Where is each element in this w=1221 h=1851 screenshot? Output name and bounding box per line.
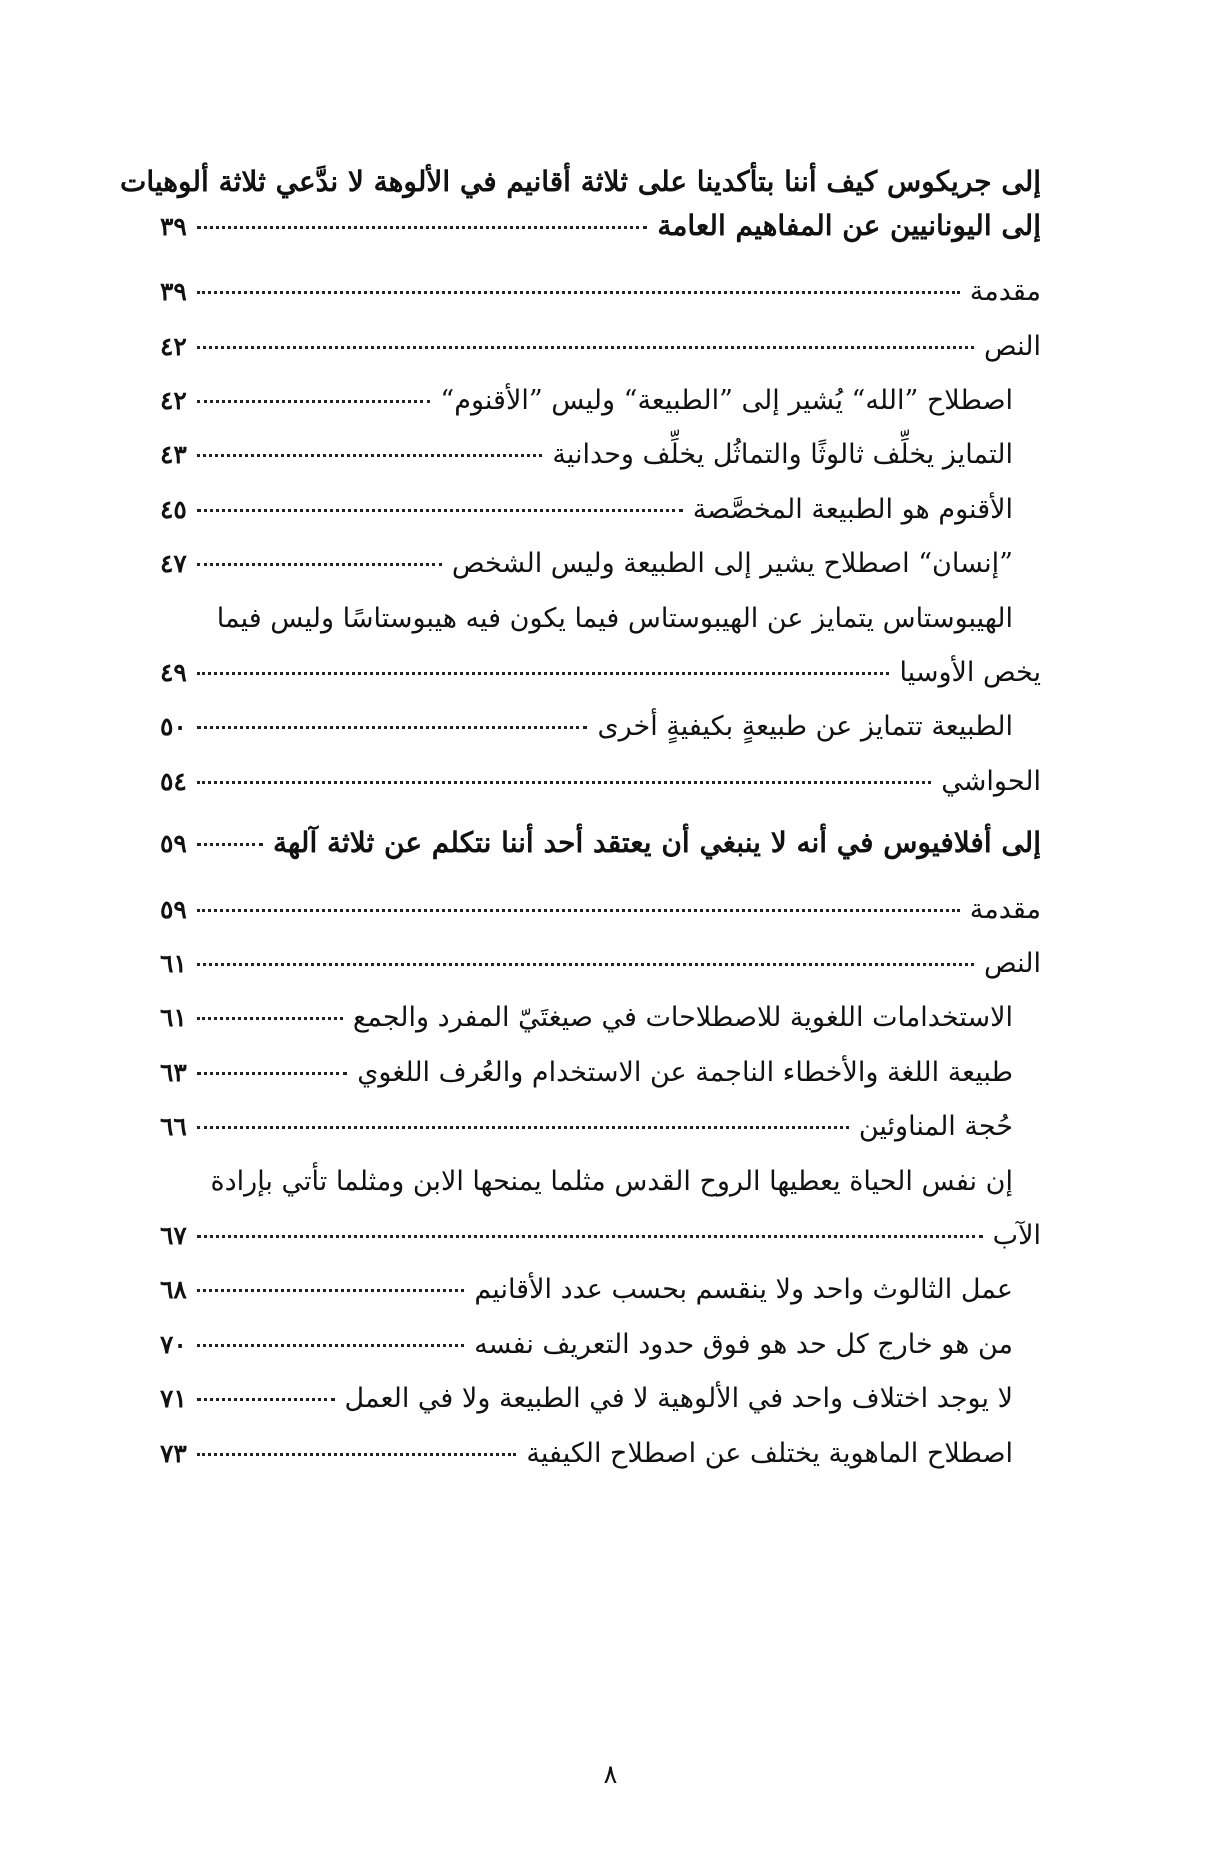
page-ref: ٦٦ [160,1112,187,1142]
dot-leader [197,291,960,294]
page-ref: ٤٩ [160,657,187,687]
toc-entry[interactable] [160,1002,1041,1034]
dot-leader [197,963,974,966]
entry-title: عمل الثالوث واحد ولا ينقسم بحسب عدد الأقانيم [474,1274,1013,1306]
dot-leader [197,1235,983,1238]
toc-entry[interactable] [160,1220,1041,1252]
entry-title: ”إنسان“ اصطلاح يشير إلى الطبيعة وليس الشخص [451,548,1013,580]
dot-leader [197,726,588,729]
entry-title: الحواشي [941,765,1041,797]
toc-entry[interactable] [160,1111,1041,1143]
dot-leader [197,400,431,403]
dot-leader [197,1398,335,1401]
toc-entry[interactable] [160,1329,1041,1361]
page-ref: ٥٩ [160,829,187,859]
toc-entry[interactable] [160,711,1041,743]
dot-leader [197,1344,464,1347]
toc-entry[interactable] [160,1383,1041,1415]
entry-title: الاستخدامات اللغوية للاصطلاحات في صيغتَيّ المفرد والجمع [352,1002,1013,1034]
table-of-contents [119,165,1041,1492]
toc-entry[interactable] [160,385,1041,417]
page-ref: ٣٩ [160,211,187,241]
page-ref: ٦٣ [160,1057,187,1087]
dot-leader [197,672,890,675]
dot-leader [197,226,648,229]
entry-title-line: إن نفس الحياة يعطيها الروح القدس مثلما يمنحها الابن ومثلما تأتي بإرادة [210,1165,1013,1197]
toc-section-entry[interactable] [160,209,1041,243]
page-ref: ٦٨ [160,1275,187,1305]
section-title: إلى أفلافيوس في أنه لا ينبغي أن يعتقد أحد أننا نتكلم عن ثلاثة آلهة [273,826,1041,860]
entry-title: من هو خارج كل حد هو فوق حدود التعريف نفسه [474,1328,1013,1360]
entry-title: يخص الأوسيا [899,656,1041,688]
page-ref: ٤٢ [160,331,187,361]
dot-leader [197,1289,464,1292]
entry-title: مقدمة [969,893,1041,925]
entry-title: الأقنوم هو الطبيعة المخصَّصة [692,493,1013,525]
dot-leader [197,909,960,912]
entry-title: حُجة المناوئين [858,1111,1013,1143]
dot-leader [197,843,263,846]
page-ref: ٥٩ [160,894,187,924]
page-ref: ٧٣ [160,1438,187,1468]
entry-title: الآب [992,1220,1041,1252]
page-ref: ٣٩ [160,277,187,307]
toc-entry[interactable] [160,439,1041,471]
dot-leader [197,781,931,784]
toc-section-entry[interactable] [160,826,1041,860]
toc-entry[interactable] [160,548,1041,580]
toc-entry[interactable] [160,1438,1041,1470]
section-title-line: إلى جريكوس كيف أننا بتأكدينا على ثلاثة أقانيم في الألوهة لا ندَّعي ثلاثة ألوهيات [119,165,1041,198]
dot-leader [197,346,974,349]
toc-entry[interactable] [160,331,1041,363]
page-ref: ٥٠ [160,712,187,742]
dot-leader [197,1017,343,1020]
entry-title: لا يوجد اختلاف واحد في الألوهية لا في الطبيعة ولا في العمل [344,1383,1013,1415]
dot-leader [197,1126,849,1129]
page-ref: ٤٧ [160,549,187,579]
dot-leader [197,454,543,457]
entry-title: طبيعة اللغة والأخطاء الناجمة عن الاستخدام والعُرف اللغوي [357,1056,1013,1088]
page-ref: ٦١ [160,949,187,979]
entry-title: مقدمة [969,276,1041,308]
toc-entry[interactable] [160,1274,1041,1306]
entry-title: اصطلاح ”الله“ يُشير إلى ”الطبيعة“ وليس ”الأقنوم“ [440,384,1013,416]
toc-entry[interactable] [160,894,1041,926]
entry-title: التمايز يخلِّف ثالوثًا والتماثُل يخلِّف وحدانية [552,439,1013,471]
page-ref: ٤٣ [160,440,187,470]
dot-leader [197,1453,517,1456]
entry-title: الطبيعة تتمايز عن طبيعةٍ بكيفيةٍ أخرى [597,711,1013,743]
toc-entry[interactable] [160,276,1041,308]
toc-entry[interactable] [160,766,1041,798]
toc-entry[interactable] [160,1057,1041,1089]
page-ref: ٥٤ [160,766,187,796]
page-ref: ٧١ [160,1384,187,1414]
page-ref: ٤٢ [160,385,187,415]
entry-title: اصطلاح الماهوية يختلف عن اصطلاح الكيفية [526,1437,1013,1469]
page-ref: ٧٠ [160,1329,187,1359]
dot-leader [197,509,683,512]
page-ref: ٦٧ [160,1221,187,1251]
page-number: ٨ [603,1760,618,1790]
entry-title: النص [984,330,1041,362]
toc-entry[interactable] [160,948,1041,980]
dot-leader [197,1072,347,1075]
toc-entry[interactable] [160,494,1041,526]
dot-leader [197,563,442,566]
entry-title: النص [984,948,1041,980]
toc-entry[interactable] [160,657,1041,689]
page-ref: ٦١ [160,1003,187,1033]
entry-title-line: الهيبوستاس يتمايز عن الهيبوستاس فيما يكون فيه هيبوستاسًا وليس فيما [216,602,1013,634]
page-ref: ٤٥ [160,494,187,524]
section-title: إلى اليونانيين عن المفاهيم العامة [657,208,1041,242]
